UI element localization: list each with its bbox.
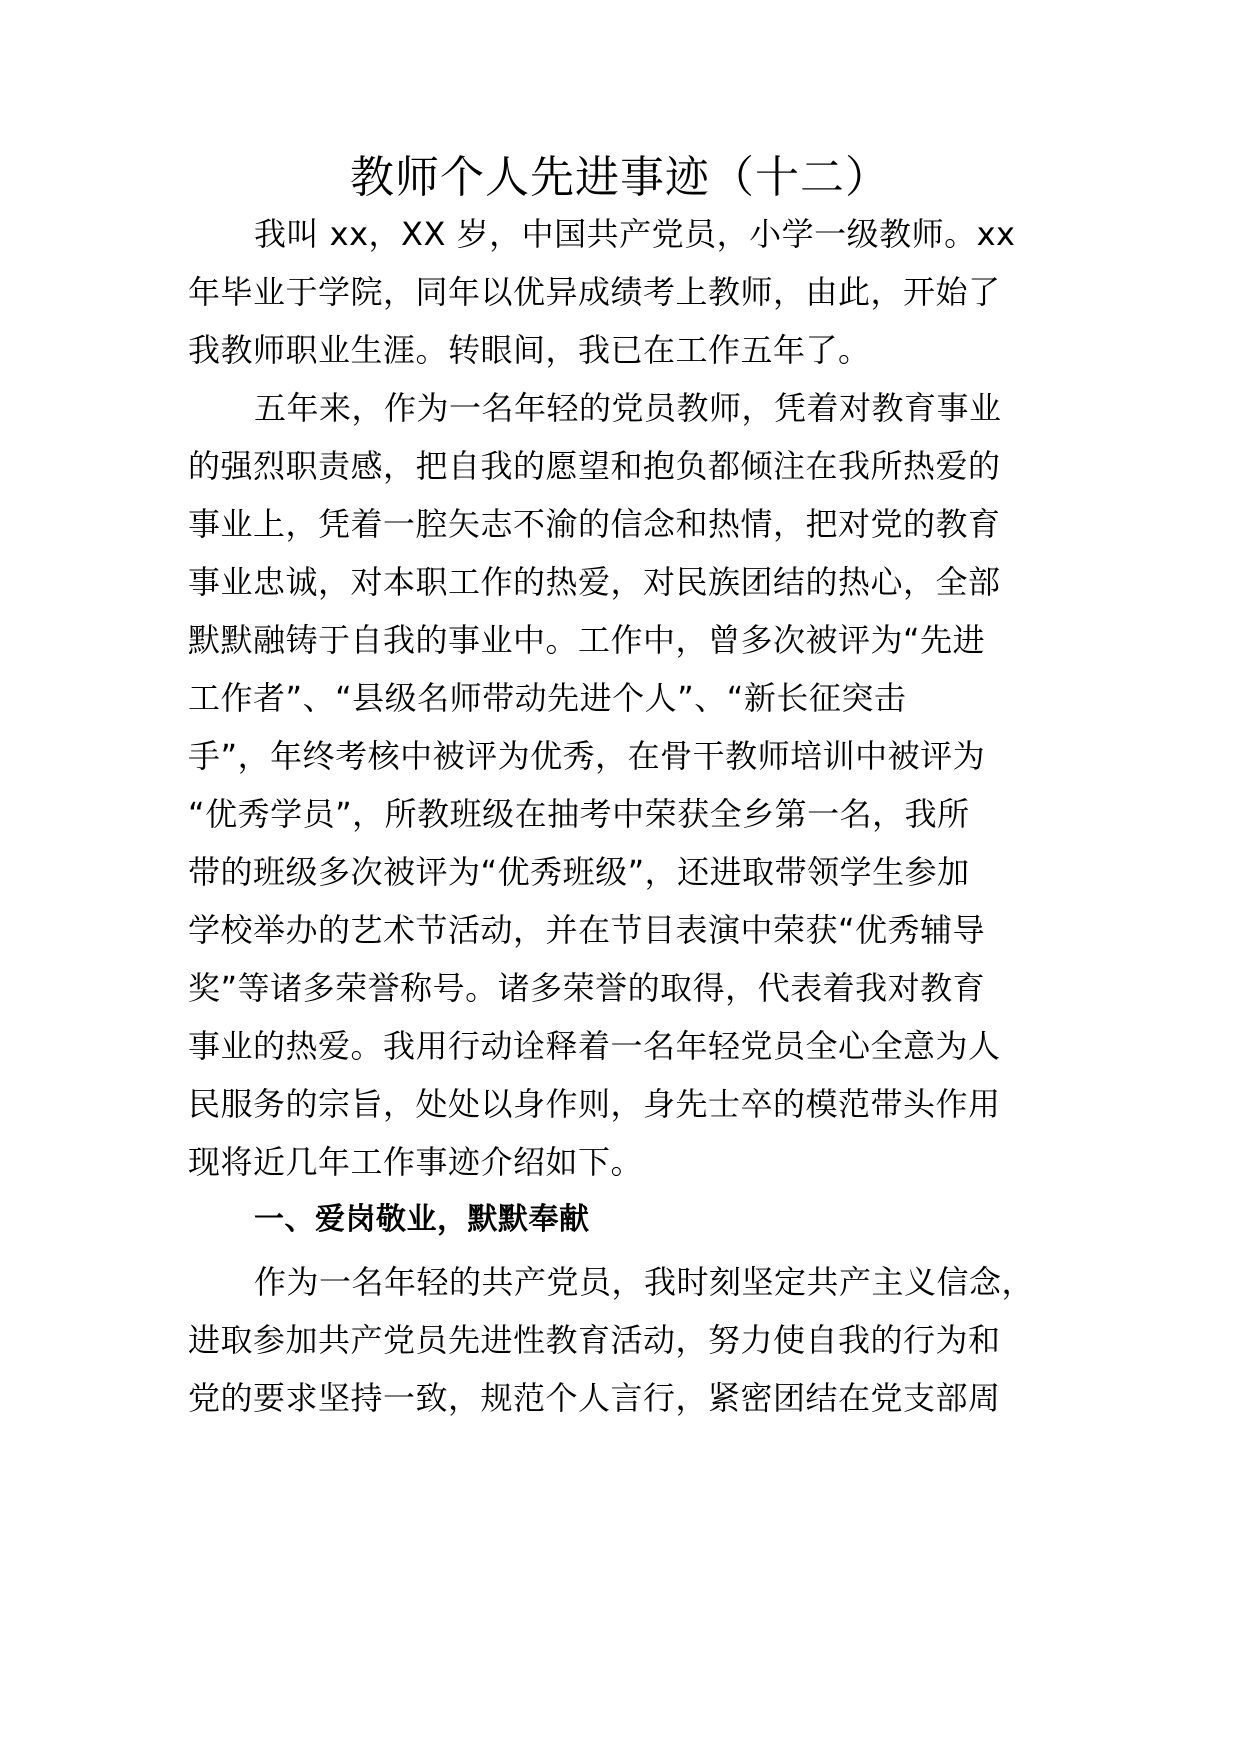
paragraph-line: 手”，年终考核中被评为优秀，在骨干教师培训中被评为 bbox=[188, 737, 986, 775]
paragraph-line: 我叫 xx，XX 岁，中国共产党员，小学一级教师。xx bbox=[254, 215, 1016, 253]
document-title: 教师个人先进事迹（十二） bbox=[350, 152, 890, 203]
paragraph-line: 工作者”、“县级名师带动先进个人”、“新长征突击 bbox=[188, 679, 907, 717]
paragraph-line: 进取参加共产党员先进性教育活动，努力使自我的行为和 bbox=[188, 1321, 1001, 1359]
paragraph-line: “优秀学员”，所教班级在抽考中荣获全乡第一名，我所 bbox=[188, 795, 970, 833]
paragraph-line: 奖”等诸多荣誉称号。诸多荣誉的取得，代表着我对教育 bbox=[188, 969, 986, 1007]
paragraph-line: 事业的热爱。我用行动诠释着一名年轻党员全心全意为人 bbox=[188, 1027, 1001, 1065]
paragraph-line: 默默融铸于自我的事业中。工作中，曾多次被评为“先进 bbox=[188, 621, 986, 659]
paragraph-line: 的强烈职责感，把自我的愿望和抱负都倾注在我所热爱的 bbox=[188, 447, 1001, 485]
paragraph-line: 学校举办的艺术节活动，并在节目表演中荣获“优秀辅导 bbox=[188, 911, 986, 949]
paragraph-line: 民服务的宗旨，处处以身作则，身先士卒的模范带头作用 bbox=[188, 1085, 1001, 1123]
paragraph-line: 党的要求坚持一致，规范个人言行，紧密团结在党支部周 bbox=[188, 1379, 1001, 1417]
paragraph-line: 事业忠诚，对本职工作的热爱，对民族团结的热心，全部 bbox=[188, 563, 1001, 601]
paragraph-line: 作为一名年轻的共产党员，我时刻坚定共产主义信念， bbox=[254, 1263, 1035, 1301]
paragraph-line: 事业上，凭着一腔矢志不渝的信念和热情，把对党的教育 bbox=[188, 505, 1001, 543]
paragraph-line: 我教师职业生涯。转眼间，我已在工作五年了。 bbox=[188, 331, 871, 369]
paragraph-line: 五年来，作为一名年轻的党员教师，凭着对教育事业 bbox=[254, 389, 1002, 427]
paragraph-line: 带的班级多次被评为“优秀班级”，还进取带领学生参加 bbox=[188, 853, 970, 891]
section-heading: 一、爱岗敬业，默默奉献 bbox=[254, 1202, 590, 1237]
paragraph-line: 年毕业于学院，同年以优异成绩考上教师，由此，开始了 bbox=[188, 273, 1001, 311]
paragraph-line: 现将近几年工作事迹介绍如下。 bbox=[188, 1143, 644, 1181]
